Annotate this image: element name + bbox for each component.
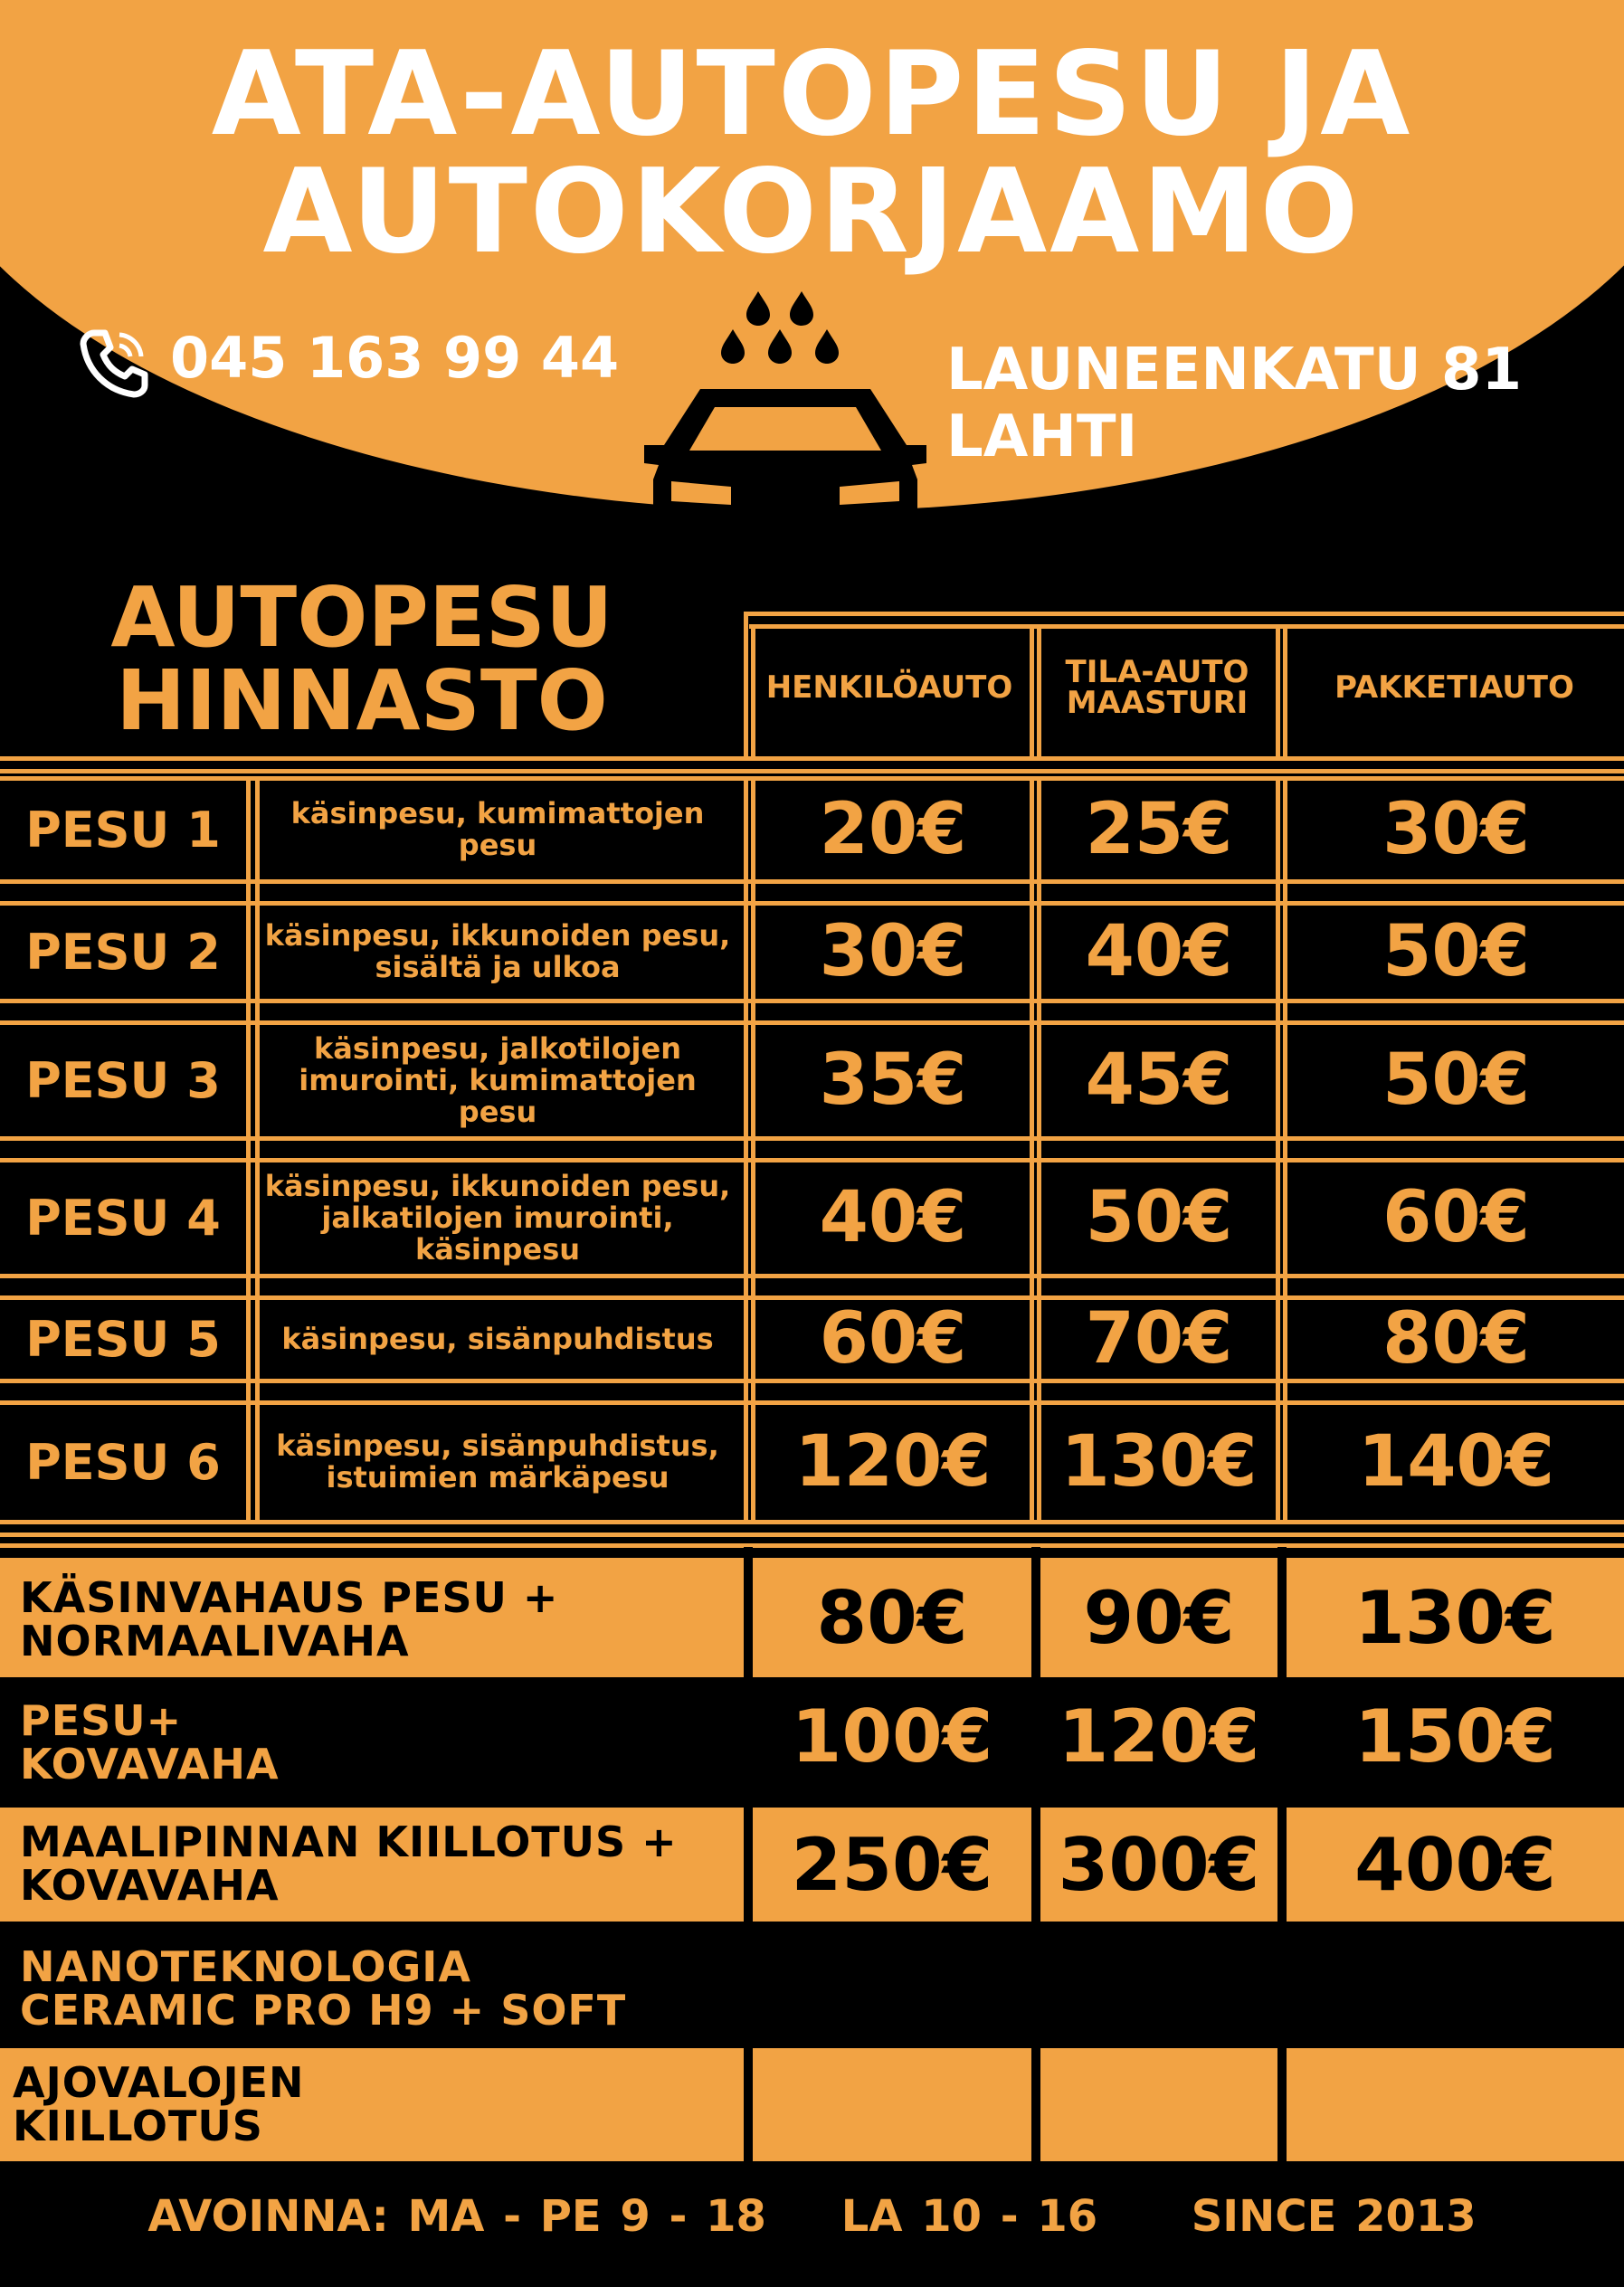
- divider: [744, 776, 748, 1520]
- divider: [751, 624, 755, 756]
- price-cell: 40€: [1085, 911, 1233, 992]
- price-cell: 40€: [819, 1177, 967, 1258]
- divider: [1276, 776, 1280, 1520]
- price-list-title-2: HINNASTO: [116, 652, 608, 749]
- price-cell: 90€: [1083, 1575, 1235, 1660]
- phone-icon: [78, 326, 150, 398]
- title-line-1: ATA-AUTOPESU JA: [211, 27, 1413, 162]
- price-cell: 50€: [1085, 1177, 1233, 1258]
- price-cell: 35€: [819, 1039, 967, 1121]
- price-cell: 70€: [1085, 1298, 1233, 1380]
- divider: [1030, 776, 1034, 1520]
- divider: [1276, 624, 1280, 756]
- price-cell: 25€: [1085, 789, 1233, 870]
- extra-name: KÄSINVAHAUS PESU + NORMAALIVAHA: [20, 1573, 559, 1665]
- row-desc-pesu-1: käsinpesu, kumimattojen pesu: [290, 796, 705, 862]
- price-cell: 250€: [791, 1822, 993, 1907]
- opening-hours: AVOINNA: MA - PE 9 - 18 LA 10 - 16 SINCE 2013: [147, 2191, 1477, 2242]
- divider: [0, 879, 1624, 884]
- price-cell: 120€: [794, 1421, 992, 1503]
- price-cell: 30€: [1382, 789, 1530, 870]
- address-city: LAHTI: [946, 403, 1138, 470]
- water-drops-icon: [719, 291, 841, 368]
- divider: [1030, 624, 1034, 756]
- divider: [0, 756, 1624, 761]
- divider: [1283, 776, 1287, 1520]
- row-name-pesu-1: PESU 1: [25, 801, 221, 859]
- divider: [744, 612, 748, 756]
- divider: [0, 1543, 1624, 1548]
- price-cell: 80€: [816, 1575, 968, 1660]
- divider: [749, 624, 1624, 629]
- price-cell: 30€: [819, 911, 967, 992]
- price-cell: 400€: [1354, 1822, 1556, 1907]
- row-desc-pesu-5: käsinpesu, sisänpuhdistus: [281, 1321, 714, 1356]
- extra-name: MAALIPINNAN KIILLOTUS + KOVAVAHA: [20, 1817, 678, 1910]
- price-cell: 20€: [819, 789, 967, 870]
- divider: [1277, 1547, 1287, 2162]
- row-name-pesu-5: PESU 5: [25, 1310, 221, 1368]
- divider: [1037, 624, 1041, 756]
- column-header-tila-auto: TILA-AUTO MAASTURI: [1065, 654, 1249, 721]
- divider: [0, 1533, 1624, 1537]
- divider: [0, 769, 1624, 773]
- address-street: LAUNEENKATU 81: [946, 337, 1522, 403]
- row-desc-pesu-3: käsinpesu, jalkotilojen imurointi, kumimattojen pesu: [299, 1030, 697, 1129]
- price-cell: 120€: [1058, 1694, 1260, 1779]
- price-cell: 60€: [819, 1298, 967, 1380]
- price-cell: 50€: [1382, 1039, 1530, 1121]
- price-list-title-1: AUTOPESU: [110, 569, 613, 666]
- extra-name: PESU+ KOVAVAHA: [20, 1696, 280, 1789]
- divider: [0, 1379, 1624, 1383]
- divider: [751, 776, 755, 1520]
- divider: [0, 1136, 1624, 1141]
- column-header-henkiloauto: HENKILÖAUTO: [765, 669, 1013, 706]
- row-name-pesu-3: PESU 3: [25, 1051, 221, 1109]
- price-cell: 130€: [1060, 1421, 1258, 1503]
- divider: [0, 1274, 1624, 1278]
- price-cell: 45€: [1085, 1039, 1233, 1121]
- row-desc-pesu-4: käsinpesu, ikkunoiden pesu, jalkatilojen imurointi, käsinpesu: [264, 1168, 731, 1267]
- price-cell: 150€: [1354, 1694, 1556, 1779]
- price-cell: 130€: [1354, 1575, 1556, 1660]
- price-cell: 140€: [1357, 1421, 1555, 1503]
- divider: [0, 999, 1624, 1003]
- extra-name: NANOTEKNOLOGIA CERAMIC PRO H9 + SOFT: [20, 1942, 627, 2035]
- price-cell: 50€: [1382, 911, 1530, 992]
- price-cell: 60€: [1382, 1177, 1530, 1258]
- car-icon: [635, 380, 935, 584]
- divider: [1031, 1547, 1040, 2162]
- divider: [744, 612, 1624, 616]
- price-cell: 300€: [1058, 1822, 1260, 1907]
- price-cell: 80€: [1382, 1298, 1530, 1380]
- row-name-pesu-4: PESU 4: [25, 1189, 221, 1247]
- phone-number[interactable]: 045 163 99 44: [170, 325, 620, 391]
- extra-name: AJOVALOJEN KIILLOTUS: [13, 2058, 305, 2150]
- divider: [1037, 776, 1041, 1520]
- column-header-pakettiauto: PAKKETIAUTO: [1334, 669, 1574, 706]
- title-line-2: AUTOKORJAAMO: [262, 145, 1362, 280]
- row-name-pesu-2: PESU 2: [25, 923, 221, 981]
- divider: [246, 776, 251, 1520]
- row-name-pesu-6: PESU 6: [25, 1433, 221, 1491]
- divider: [744, 1547, 753, 2162]
- row-desc-pesu-2: käsinpesu, ikkunoiden pesu, sisältä ja ulkoa: [264, 918, 731, 984]
- row-desc-pesu-6: käsinpesu, sisänpuhdistus, istuimien märkäpesu: [276, 1428, 719, 1495]
- divider: [1283, 624, 1287, 756]
- price-cell: 100€: [791, 1694, 993, 1779]
- divider: [0, 1520, 1624, 1524]
